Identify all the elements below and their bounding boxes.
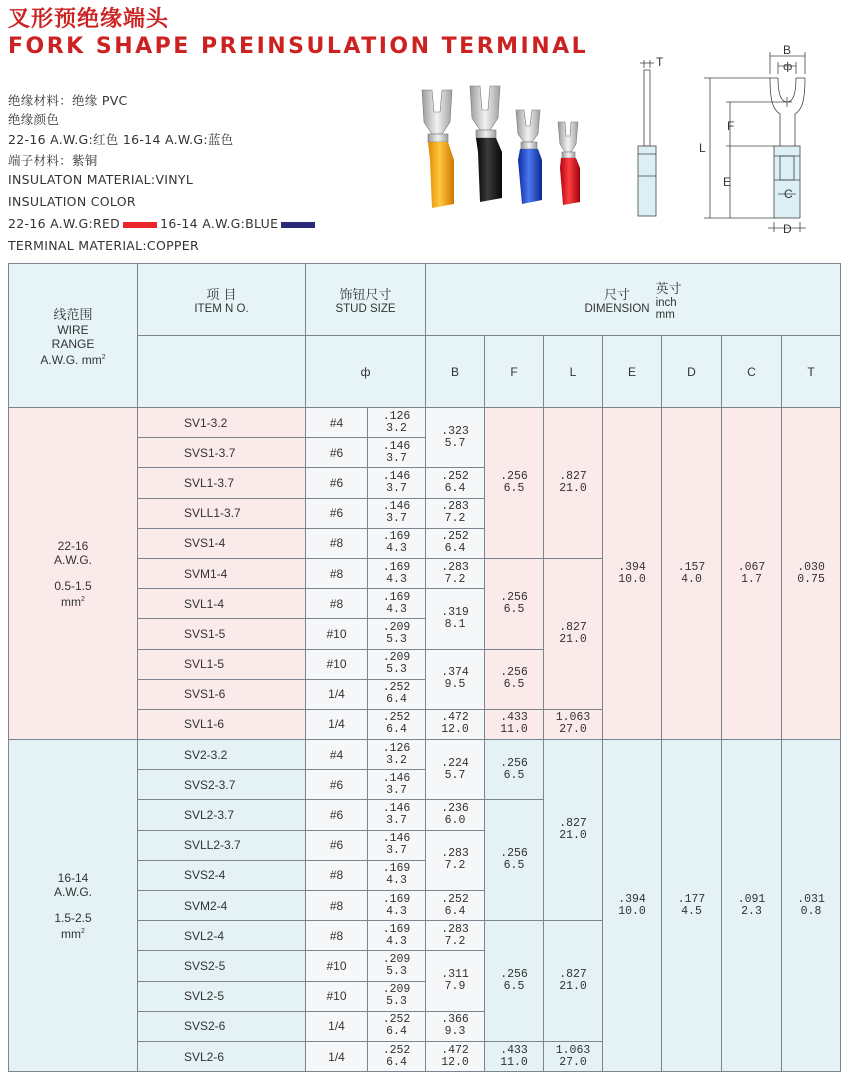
stud-size: #6 [306,438,368,468]
dim-b-inch: .252 [441,469,469,483]
header-awg-mm [9,351,137,367]
dim-t [782,740,841,1072]
dim-f [485,740,544,800]
dim-f-mm: 6.5 [503,980,525,994]
dim-e [603,408,662,740]
header-dimension [426,264,841,336]
item-no: SVL2-6 [138,1041,306,1071]
stud-dim-inch: .146 [382,802,411,816]
stud-size: #10 [306,619,368,649]
table-row [9,408,841,438]
dim-b-inch: .472 [441,1043,469,1057]
dim-b-inch: .472 [441,711,469,725]
terminals-photo [420,82,605,212]
dim-l-mm: 27.0 [559,1055,587,1069]
dim-b [426,589,485,649]
dim-c [722,740,782,1072]
dim-b-mm: 12.0 [441,723,469,737]
wire-mm: 0.5-1.5 [54,578,92,593]
stud-size: #6 [306,770,368,800]
stud-dim-inch: .126 [382,409,411,423]
item-no: SVL1-4 [138,589,306,619]
dim-b-mm: 6.4 [444,904,466,918]
stud-size: #6 [306,830,368,860]
header-item-blank [138,336,306,408]
dim-f-mm: 6.5 [503,602,525,616]
stud-dim-inch: .146 [382,771,411,785]
label-b: B [783,44,792,57]
stud-dim [368,408,426,438]
dim-f-mm: 11.0 [500,723,528,737]
stud-dim-inch: .169 [382,922,411,936]
item-no: SV1-3.2 [138,408,306,438]
header-stud-size [306,264,426,336]
stud-dim-inch: .169 [382,590,411,604]
stud-dim-mm: 3.7 [386,451,407,465]
stud-dim-inch: .169 [382,862,411,876]
item-no: SVS1-3.7 [138,438,306,468]
dim-c-inch: .091 [737,892,766,906]
dim-b-mm: 12.0 [441,1055,469,1069]
stud-dim-mm: 5.3 [386,632,407,646]
header-col-e: E [603,336,662,408]
stud-dim [368,800,426,830]
dim-b-inch: .224 [441,756,469,770]
dim-f-inch: .256 [500,756,528,770]
stud-dim-inch: .252 [382,1013,411,1027]
header-item-cn: 项 目 [206,288,237,303]
dim-b-inch: .236 [441,802,469,816]
label-f: F [727,119,735,133]
spec-insulation-material-cn: 绝缘材料：绝缘 PVC [8,93,128,108]
stud-dim-inch: .209 [382,983,411,997]
dim-l [544,709,603,739]
stud-dim-mm: 4.3 [386,572,407,586]
stud-size: #8 [306,589,368,619]
dim-b-mm: 5.7 [444,436,466,450]
stud-dim [368,1041,426,1071]
stud-dim [368,1011,426,1041]
stud-dim [368,981,426,1011]
dim-b-mm: 6.4 [444,481,466,495]
dim-b [426,408,485,468]
header-col-c: C [722,336,782,408]
dim-b-inch: .283 [441,847,469,861]
dim-l-mm: 21.0 [559,632,587,646]
stud-dim-inch: .252 [382,681,411,695]
table-body [9,408,841,1072]
stud-size: #10 [306,981,368,1011]
dim-l-inch: 1.063 [555,1043,591,1057]
dim-b [426,1041,485,1071]
stud-size: 1/4 [306,709,368,739]
wire-awg: 16-14 [57,870,89,885]
stud-dim [368,951,426,981]
dim-c-mm: 1.7 [741,572,762,586]
stud-dim-inch: .126 [382,741,411,755]
stud-dim-mm: 4.3 [386,874,407,888]
dim-f-mm: 6.5 [503,481,525,495]
stud-dim-inch: .209 [382,651,411,665]
stud-dim-mm: 4.3 [386,602,407,616]
stud-dim-mm: 4.3 [386,904,407,918]
item-no: SVS1-4 [138,528,306,558]
stud-dim-mm: 4.3 [386,934,407,948]
stud-size: #8 [306,528,368,558]
dim-b-mm: 7.2 [444,859,466,873]
dim-l-inch: 1.063 [555,711,591,725]
dim-b-mm: 7.2 [444,934,466,948]
stud-dim-inch: .169 [382,530,411,544]
dim-l-inch: .827 [559,817,587,831]
label-e: E [723,175,732,189]
dim-d-mm: 4.5 [681,904,702,918]
stud-dim-inch: .146 [382,439,411,453]
dim-b-mm: 7.2 [444,512,466,526]
dim-f-inch: .256 [500,469,528,483]
stud-dim-mm: 3.7 [386,512,407,526]
dim-f [485,408,544,559]
item-no: SVLL2-3.7 [138,830,306,860]
item-no: SVL2-5 [138,981,306,1011]
header-col-t: T [782,336,841,408]
stud-size: #10 [306,649,368,679]
dim-e-inch: .394 [618,560,646,574]
stud-size: #8 [306,558,368,588]
item-no: SVL1-6 [138,709,306,739]
stud-size: 1/4 [306,679,368,709]
stud-dim-mm: 6.4 [386,723,407,737]
spec-blue-label: 16-14 A.W.G:BLUE [160,216,279,231]
header-col-f: F [485,336,544,408]
stud-size: #6 [306,800,368,830]
stud-dim-mm: 6.4 [386,1025,407,1039]
dim-b-inch: .283 [441,500,469,514]
dim-f-mm: 6.5 [503,768,525,782]
stud-dim [368,649,426,679]
stud-dim-mm: 3.2 [386,421,407,435]
header-col-d: D [662,336,722,408]
dim-b-mm: 9.3 [444,1025,466,1039]
item-no: SVL1-5 [138,649,306,679]
dim-f [485,921,544,1042]
dim-b-inch: .311 [441,968,469,982]
item-no: SVM1-4 [138,558,306,588]
spec-insulation-color: INSULATION COLOR [8,194,136,209]
stud-dim [368,891,426,921]
stud-dim-mm: 5.3 [386,995,407,1009]
stud-dim-mm: 3.2 [386,753,407,767]
spec-terminal-material: TERMINAL MATERIAL:COPPER [8,238,199,253]
stud-dim-inch: .146 [382,832,411,846]
dim-d [662,408,722,740]
wire-mm-unit-text: mm [61,926,82,941]
dim-l [544,558,603,709]
stud-dim-inch: .252 [382,711,411,725]
dim-e-mm: 10.0 [618,904,646,918]
dim-b-mm: 7.9 [444,980,466,994]
dim-b-inch: .374 [441,666,469,680]
dim-c-inch: .067 [737,560,766,574]
dim-l [544,1041,603,1071]
header-phi: ф [306,336,426,408]
blue-terminal [516,110,542,204]
dim-d-inch: .177 [677,892,706,906]
stud-dim-mm: 6.4 [386,693,407,707]
dim-e-inch: .394 [618,892,646,906]
header-col-b: B [426,336,485,408]
stud-size: #4 [306,740,368,770]
label-t: T [656,55,664,69]
dim-b-mm: 6.4 [444,542,466,556]
dim-b-mm: 7.2 [444,572,466,586]
dim-f-inch: .256 [500,590,528,604]
dim-b [426,709,485,739]
dim-l-mm: 27.0 [559,723,587,737]
header-wire-en: WIRE [57,323,89,337]
dim-t [782,408,841,740]
dim-f-inch: .256 [500,666,528,680]
wire-mm-sup: 2 [81,927,85,935]
stud-size: #8 [306,860,368,890]
stud-dim-mm: 3.7 [386,783,407,797]
stud-dim-inch: .146 [382,469,411,483]
dim-b [426,528,485,558]
red-swatch [123,222,157,228]
dim-b [426,891,485,921]
dim-f [485,709,544,739]
stud-dim [368,498,426,528]
dim-l-mm: 21.0 [559,481,587,495]
stud-dim-mm: 3.7 [386,481,407,495]
stud-dim-mm: 3.7 [386,814,407,828]
table-row [9,740,841,770]
stud-size: #6 [306,498,368,528]
stud-dim-inch: .169 [382,560,411,574]
stud-dim [368,619,426,649]
spec-red-label: 22-16 A.W.G:RED [8,216,121,231]
dim-b [426,1011,485,1041]
dim-b-inch: .319 [441,605,469,619]
stud-dim [368,770,426,800]
dim-e-mm: 10.0 [618,572,646,586]
stud-size: #4 [306,408,368,438]
item-no: SVS2-4 [138,860,306,890]
item-no: SVLL1-3.7 [138,498,306,528]
stud-dim [368,679,426,709]
wire-mm-unit-text: mm [61,594,82,609]
dim-t-mm: 0.75 [797,572,825,586]
header-awg-mm-sup: 2 [101,354,106,361]
stud-dim [368,709,426,739]
dim-b-mm: 8.1 [444,617,466,631]
header-stud-cn: 饰钮尺寸 [339,288,392,303]
wire-mm: 1.5-2.5 [54,910,92,925]
dim-f-inch: .256 [500,847,528,861]
wire-mm-unit [9,593,137,609]
stud-dim [368,438,426,468]
wire-mm-unit [9,925,137,941]
dim-b [426,468,485,498]
dim-l [544,408,603,559]
black-terminal [470,86,502,202]
dim-t-inch: .031 [797,892,825,906]
dim-d [662,740,722,1072]
header-stud-en: STUD SIZE [335,303,396,315]
stud-dim-mm: 3.7 [386,844,407,858]
stud-dim-mm: 5.3 [386,964,407,978]
dim-l [544,921,603,1042]
dim-b [426,951,485,1011]
stud-dim-inch: .146 [382,500,411,514]
stud-dim-mm: 4.3 [386,542,407,556]
header-col-l: L [544,336,603,408]
item-no: SVS1-6 [138,679,306,709]
dim-b [426,498,485,528]
dim-t-inch: .030 [797,560,825,574]
page-title: FORK SHAPE PREINSULATION TERMINAL [8,34,589,59]
stud-dim-inch: .209 [382,620,411,634]
dim-b-mm: 6.0 [444,814,466,828]
dim-f-inch: .433 [500,1043,528,1057]
dim-b-mm: 5.7 [444,768,466,782]
item-no: SVM2-4 [138,891,306,921]
dim-l-inch: .827 [559,469,587,483]
dim-d-mm: 4.0 [681,572,702,586]
item-no: SVS1-5 [138,619,306,649]
header-item [138,264,306,336]
dim-f [485,649,544,709]
dim-b [426,800,485,830]
dim-l-mm: 21.0 [559,980,587,994]
dim-b [426,740,485,800]
dim-b-inch: .252 [441,530,469,544]
stud-dim [368,528,426,558]
header-range-en: RANGE [51,337,95,351]
wire-range-g1 [9,408,138,740]
header-item-en: ITEM N O. [194,303,249,315]
dim-f [485,800,544,921]
stud-dim-mm: 5.3 [386,663,407,677]
spec-insulation-color-cn: 绝缘颜色 [8,112,60,127]
stud-dim [368,468,426,498]
blue-swatch [281,222,315,228]
dim-b-inch: .283 [441,560,469,574]
header-unit-inch: inch [655,297,677,309]
dim-l-inch: .827 [559,620,587,634]
header-awg-mm-text: A.W.G. mm [40,353,102,367]
stud-dim [368,830,426,860]
dim-f [485,558,544,649]
dim-b [426,649,485,709]
dim-b [426,921,485,951]
label-phi: ф [783,60,793,73]
spec-color-awg [8,216,318,231]
dim-d-inch: .157 [677,560,706,574]
wire-awg-unit: A.W.G. [53,552,92,567]
dim-b [426,830,485,890]
header-unit-mm: mm [655,309,675,321]
stud-size: 1/4 [306,1041,368,1071]
wire-awg-unit: A.W.G. [53,884,92,899]
dim-l-mm: 21.0 [559,829,587,843]
item-no: SVL1-3.7 [138,468,306,498]
dim-c [722,408,782,740]
red-terminal [558,122,580,205]
item-no: SV2-3.2 [138,740,306,770]
stud-size: #8 [306,891,368,921]
dim-e [603,740,662,1072]
stud-size: #6 [306,468,368,498]
wire-awg: 22-16 [57,538,89,553]
label-c: C [784,187,793,201]
header-wire-range [9,264,138,408]
dim-f-inch: .256 [500,968,528,982]
spec-insulation-material: INSULATON MATERIAL:VINYL [8,172,194,187]
dim-f-mm: 6.5 [503,678,525,692]
stud-size: #8 [306,921,368,951]
dim-f-mm: 6.5 [503,859,525,873]
dim-l [544,740,603,921]
item-no: SVL2-3.7 [138,800,306,830]
stud-dim-mm: 6.4 [386,1055,407,1069]
stud-size: 1/4 [306,1011,368,1041]
item-no: SVL2-4 [138,921,306,951]
yellow-terminal [422,90,454,208]
item-no: SVS2-6 [138,1011,306,1041]
dim-f-mm: 11.0 [500,1055,528,1069]
dim-b-inch: .283 [441,922,469,936]
dim-b-mm: 9.5 [444,678,466,692]
stud-dim [368,860,426,890]
dim-b-inch: .252 [441,892,469,906]
spec-terminal-material-cn: 端子材料：紫铜 [8,153,98,168]
wire-range-g2 [9,740,138,1072]
stud-dim [368,589,426,619]
header-dimension-cn: 尺寸 [604,288,631,303]
dim-b-inch: .366 [441,1013,469,1027]
item-no: SVS2-3.7 [138,770,306,800]
spec-color-awg-cn: 22-16 A.W.G:红色 16-14 A.W.G:蓝色 [8,132,234,147]
stud-dim [368,740,426,770]
wire-mm-sup: 2 [81,595,85,603]
stud-dim [368,558,426,588]
header-unit-cn: 英寸 [655,282,682,297]
item-no: SVS2-5 [138,951,306,981]
dim-l-inch: .827 [559,968,587,982]
dim-f [485,1041,544,1071]
header-wire-range-cn: 线范围 [53,308,93,323]
label-d: D [783,222,792,234]
dim-b-inch: .323 [441,424,469,438]
dim-b [426,558,485,588]
dim-f-inch: .433 [500,711,528,725]
dimension-drawing [630,44,840,234]
spec-table [8,263,841,1072]
dim-t-mm: 0.8 [800,904,822,918]
header-dimension-en: DIMENSION [584,303,650,315]
stud-size: #10 [306,951,368,981]
dim-c-mm: 2.3 [741,904,762,918]
label-l: L [699,141,706,155]
stud-dim [368,921,426,951]
page-title-chinese: 叉形预绝缘端头 [8,7,170,32]
stud-dim-inch: .209 [382,952,411,966]
stud-dim-inch: .169 [382,892,411,906]
stud-dim-inch: .252 [382,1043,411,1057]
